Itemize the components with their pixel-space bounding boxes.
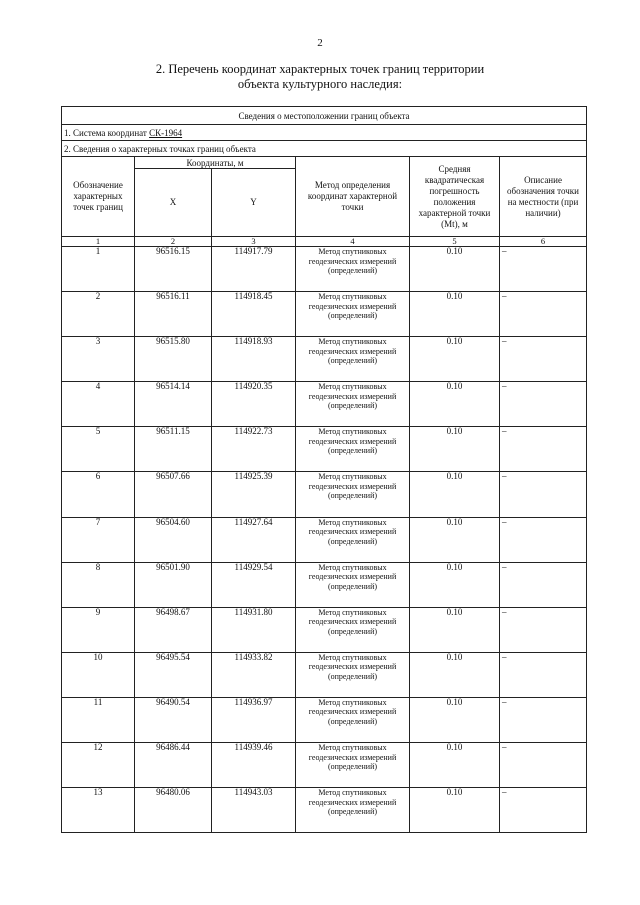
y-coordinate-cell: 114936.97 bbox=[212, 697, 296, 742]
x-coordinate-cell: 96498.67 bbox=[135, 607, 212, 652]
error-cell: 0.10 bbox=[410, 697, 500, 742]
point-cell: 4 bbox=[62, 382, 135, 427]
error-cell: 0.10 bbox=[410, 562, 500, 607]
x-coordinate-cell: 96501.90 bbox=[135, 562, 212, 607]
coordinate-system-value: СК-1964 bbox=[149, 127, 183, 138]
point-cell: 13 bbox=[62, 788, 135, 833]
method-cell: Метод спутниковых геодезических измерений (определений) bbox=[296, 652, 410, 697]
header-coordinates: Координаты, м bbox=[135, 157, 296, 169]
description-cell: – bbox=[500, 607, 587, 652]
table-row bbox=[62, 652, 587, 697]
column-number: 2 bbox=[135, 237, 212, 247]
error-cell: 0.10 bbox=[410, 247, 500, 292]
y-coordinate-cell: 114917.79 bbox=[212, 247, 296, 292]
header-x: X bbox=[135, 169, 212, 237]
method-cell: Метод спутниковых геодезических измерений (определений) bbox=[296, 247, 410, 292]
column-number: 1 bbox=[62, 237, 135, 247]
table-title: Сведения о местоположении границ объекта bbox=[62, 107, 587, 125]
column-number: 3 bbox=[212, 237, 296, 247]
y-coordinate-cell: 114922.73 bbox=[212, 427, 296, 472]
description-cell: – bbox=[500, 743, 587, 788]
error-cell: 0.10 bbox=[410, 427, 500, 472]
point-cell: 3 bbox=[62, 337, 135, 382]
header-error: Средняя квадратическая погрешность положения характерной точки (Mt), м bbox=[410, 157, 500, 237]
point-cell: 12 bbox=[62, 743, 135, 788]
description-cell: – bbox=[500, 292, 587, 337]
method-cell: Метод спутниковых геодезических измерений (определений) bbox=[296, 607, 410, 652]
description-cell: – bbox=[500, 337, 587, 382]
point-cell: 10 bbox=[62, 652, 135, 697]
coordinate-system-row bbox=[62, 125, 587, 141]
table-row bbox=[62, 427, 587, 472]
x-coordinate-cell: 96495.54 bbox=[135, 652, 212, 697]
table-row bbox=[62, 517, 587, 562]
table-row bbox=[62, 472, 587, 517]
header-description: Описание обозначения точки на местности (при наличии) bbox=[500, 157, 587, 237]
x-coordinate-cell: 96516.11 bbox=[135, 292, 212, 337]
x-coordinate-cell: 96514.14 bbox=[135, 382, 212, 427]
x-coordinate-cell: 96507.66 bbox=[135, 472, 212, 517]
column-number: 5 bbox=[410, 237, 500, 247]
point-cell: 6 bbox=[62, 472, 135, 517]
point-cell: 5 bbox=[62, 427, 135, 472]
table-row bbox=[62, 382, 587, 427]
header-designation: Обозначение характерных точек границ bbox=[62, 157, 135, 237]
table-row bbox=[62, 337, 587, 382]
method-cell: Метод спутниковых геодезических измерений (определений) bbox=[296, 292, 410, 337]
x-coordinate-cell: 96486.44 bbox=[135, 743, 212, 788]
table-row bbox=[62, 607, 587, 652]
error-cell: 0.10 bbox=[410, 382, 500, 427]
point-cell: 11 bbox=[62, 697, 135, 742]
points-section-title: 2. Сведения о характерных точках границ объекта bbox=[62, 141, 587, 157]
point-cell: 2 bbox=[62, 292, 135, 337]
heading-line-2: объекта культурного наследия: bbox=[237, 77, 403, 91]
x-coordinate-cell: 96504.60 bbox=[135, 517, 212, 562]
description-cell: – bbox=[500, 517, 587, 562]
y-coordinate-cell: 114925.39 bbox=[212, 472, 296, 517]
y-coordinate-cell: 114918.93 bbox=[212, 337, 296, 382]
method-cell: Метод спутниковых геодезических измерений (определений) bbox=[296, 337, 410, 382]
method-cell: Метод спутниковых геодезических измерений (определений) bbox=[296, 788, 410, 833]
method-cell: Метод спутниковых геодезических измерений (определений) bbox=[296, 562, 410, 607]
description-cell: – bbox=[500, 652, 587, 697]
error-cell: 0.10 bbox=[410, 788, 500, 833]
y-coordinate-cell: 114929.54 bbox=[212, 562, 296, 607]
point-cell: 1 bbox=[62, 247, 135, 292]
point-cell: 7 bbox=[62, 517, 135, 562]
boundary-coordinates-table bbox=[61, 106, 587, 833]
method-cell: Метод спутниковых геодезических измерений (определений) bbox=[296, 697, 410, 742]
error-cell: 0.10 bbox=[410, 517, 500, 562]
header-y: Y bbox=[212, 169, 296, 237]
table-row bbox=[62, 292, 587, 337]
x-coordinate-cell: 96515.80 bbox=[135, 337, 212, 382]
point-cell: 9 bbox=[62, 607, 135, 652]
method-cell: Метод спутниковых геодезических измерений (определений) bbox=[296, 427, 410, 472]
page-number: 2 bbox=[317, 37, 323, 49]
table-row bbox=[62, 743, 587, 788]
x-coordinate-cell: 96516.15 bbox=[135, 247, 212, 292]
description-cell: – bbox=[500, 427, 587, 472]
method-cell: Метод спутниковых геодезических измерений (определений) bbox=[296, 472, 410, 517]
x-coordinate-cell: 96480.06 bbox=[135, 788, 212, 833]
point-cell: 8 bbox=[62, 562, 135, 607]
y-coordinate-cell: 114920.35 bbox=[212, 382, 296, 427]
y-coordinate-cell: 114918.45 bbox=[212, 292, 296, 337]
x-coordinate-cell: 96490.54 bbox=[135, 697, 212, 742]
description-cell: – bbox=[500, 697, 587, 742]
description-cell: – bbox=[500, 788, 587, 833]
description-cell: – bbox=[500, 247, 587, 292]
document-heading bbox=[80, 62, 560, 92]
column-numbers-row bbox=[62, 237, 587, 247]
error-cell: 0.10 bbox=[410, 607, 500, 652]
error-cell: 0.10 bbox=[410, 292, 500, 337]
column-number: 4 bbox=[296, 237, 410, 247]
table-row bbox=[62, 247, 587, 292]
y-coordinate-cell: 114927.64 bbox=[212, 517, 296, 562]
column-number: 6 bbox=[500, 237, 587, 247]
coordinate-system-label: 1. Система координат bbox=[64, 127, 147, 138]
y-coordinate-cell: 114931.80 bbox=[212, 607, 296, 652]
method-cell: Метод спутниковых геодезических измерений (определений) bbox=[296, 517, 410, 562]
description-cell: – bbox=[500, 382, 587, 427]
y-coordinate-cell: 114933.82 bbox=[212, 652, 296, 697]
error-cell: 0.10 bbox=[410, 743, 500, 788]
table-row bbox=[62, 697, 587, 742]
y-coordinate-cell: 114939.46 bbox=[212, 743, 296, 788]
description-cell: – bbox=[500, 562, 587, 607]
x-coordinate-cell: 96511.15 bbox=[135, 427, 212, 472]
table-row bbox=[62, 788, 587, 833]
error-cell: 0.10 bbox=[410, 652, 500, 697]
table-row bbox=[62, 562, 587, 607]
method-cell: Метод спутниковых геодезических измерений (определений) bbox=[296, 382, 410, 427]
y-coordinate-cell: 114943.03 bbox=[212, 788, 296, 833]
header-method: Метод определения координат характерной точки bbox=[296, 157, 410, 237]
error-cell: 0.10 bbox=[410, 337, 500, 382]
method-cell: Метод спутниковых геодезических измерений (определений) bbox=[296, 743, 410, 788]
heading-line-1: 2. Перечень координат характерных точек границ территории bbox=[155, 62, 485, 76]
description-cell: – bbox=[500, 472, 587, 517]
error-cell: 0.10 bbox=[410, 472, 500, 517]
